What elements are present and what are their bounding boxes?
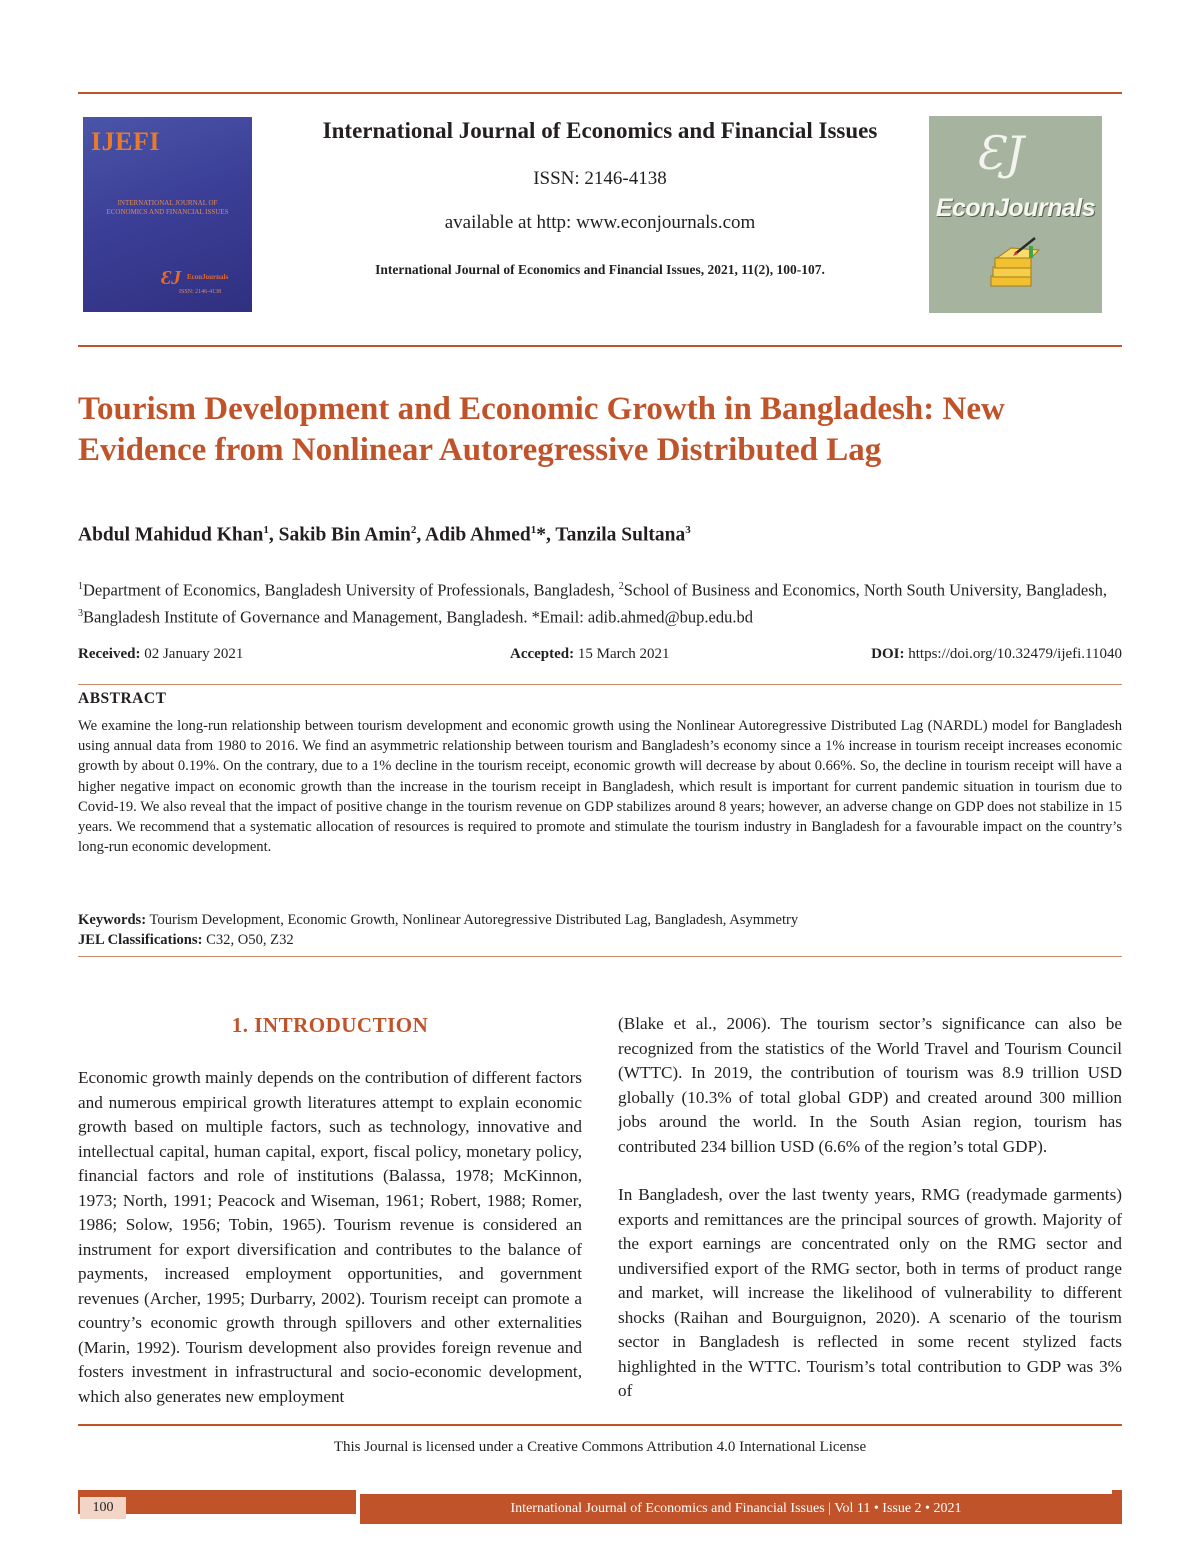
books-pen-icon: [985, 236, 1049, 300]
doi: [871, 646, 1122, 663]
doi-link[interactable]: https://doi.org/10.32479/ijefi.11040: [908, 646, 1122, 662]
cover-subtitle-line1: INTERNATIONAL JOURNAL OF: [117, 199, 218, 207]
journal-cover-image: [83, 117, 252, 312]
body-column-right: [618, 1012, 1122, 1404]
received-value: 02 January 2021: [144, 646, 244, 662]
cover-subtitle-line2: ECONOMICS AND FINANCIAL ISSUES: [106, 208, 229, 216]
author-name: Sakib Bin Amin: [278, 524, 411, 546]
cover-logo-mark: ƐJ: [161, 267, 182, 289]
affil-mark: 1: [78, 581, 83, 592]
journal-title: International Journal of Economics and Financial Issues: [322, 118, 878, 143]
body-column-left: [78, 1012, 582, 1409]
journal-issn: ISSN: 2146-4138: [533, 168, 667, 189]
ej-logo-mark: ƐJ: [975, 126, 1027, 180]
abstract-bottom-rule: [78, 956, 1122, 957]
jel-classifications: [78, 930, 1122, 950]
abstract-top-rule: [78, 684, 1122, 685]
author-affil-mark: 2: [410, 524, 417, 536]
author-name: Tanzila Sultana: [555, 524, 686, 546]
abstract-text: We examine the long-run relationship between tourism development and economic growth using the Nonlinear Autoregressive Distributed Lag (NARDL) model for Bangladesh using annual data from 1980 to 2016. We find an asymmetric relationship between tourism and Bangladesh’s economy since a 1% increase in tourism receipt increases economic growth by about 0.19%. On the contrary, due to a 1% decline in the tourism receipt, economic growth will decrease by about 0.66%. So, the decline in tourism receipt will have a higher negative impact on economic growth than the increase in the tourism receipt in Bangladesh, which result is important for current pandemic situation in tourism due to Covid-19. We also reveal that the impact of positive change in the tourism revenue on GDP stabilizes around 8 years; however, an adverse change on GDP does not stabilize in 15 years. We recommend that a systematic allocation of resources is required to promote and stimulate the tourism industry in Bangladesh for a favourable impact on the country’s long-run economic development.: [78, 718, 1122, 856]
corresponding-mark: *: [536, 524, 546, 546]
keywords-label: Keywords:: [78, 912, 147, 928]
keywords-value: Tourism Development, Economic Growth, Nonlinear Autoregressive Distributed Lag, Bangladesh, Asymmetry: [149, 912, 799, 928]
keywords-block: [78, 910, 1122, 950]
footer-top-rule: [78, 1424, 1122, 1426]
doi-label: DOI:: [871, 646, 905, 662]
author-list: [78, 524, 691, 547]
running-title: International Journal of Economics and Financial Issues | Vol 11 • Issue 2 • 2021: [510, 1501, 962, 1516]
author-affil-mark: 1: [263, 524, 269, 536]
author-affil-mark: 1: [530, 524, 537, 536]
ej-logo-word: EconJournals: [935, 194, 1096, 222]
accepted-label: Accepted:: [510, 646, 575, 662]
article-title: Tourism Development and Economic Growth in Bangladesh: New Evidence from Nonlinear Autoregressive Distributed Lag: [78, 391, 1005, 468]
header-top-rule: [78, 92, 1122, 94]
cover-subtitle: [91, 199, 244, 217]
affiliation: Department of Economics, Bangladesh University of Professionals, Bangladesh,: [83, 580, 619, 600]
accepted-date: [510, 646, 670, 663]
affiliation: Bangladesh Institute of Governance and Management, Bangladesh. *Email: adib.ahmed@bup.edu.bd: [83, 607, 753, 626]
author-affil-mark: 3: [685, 524, 691, 536]
keywords: [78, 910, 1122, 930]
jel-value: C32, O50, Z32: [206, 932, 294, 948]
header-bottom-rule: [78, 345, 1122, 347]
cover-issn: ISSN: 2146-4138: [179, 289, 222, 295]
body-paragraph: (Blake et al., 2006). The tourism sector’s significance can also be recognized from the statistics of the World Travel and Tourism Council (WTTC). In 2019, the contribution of tourism was 8.9 trillion USD globally (10.3% of total global GDP) and created around 300 million jobs around the world. In the South Asian region, tourism has contributed 234 billion USD (6.6% of the region’s total GDP).: [618, 1014, 1122, 1156]
author-separator: ,: [545, 524, 556, 546]
cover-logo-text: EconJournals: [187, 273, 229, 281]
econjournals-logo: [929, 116, 1102, 313]
author-name: Adib Ahmed: [425, 524, 531, 546]
license-notice: This Journal is licensed under a Creative Commons Attribution 4.0 International License: [333, 1439, 867, 1455]
received-date: [78, 646, 243, 663]
body-paragraph: In Bangladesh, over the last twenty years, RMG (readymade garments) exports and remittances are the principal sources of growth. Majority of the export earnings are concentrated only on the RMG sector and undiversified export of the RMG sector, both in terms of product range and market, will increase the likelihood of vulnerability to different shocks (Raihan and Bourguignon, 2020). A scenario of the tourism sector in Bangladesh is reflected in some recent stylized facts highlighted in the WTTC. Tourism’s total contribution to GDP was 3% of: [618, 1185, 1122, 1400]
journal-citation: International Journal of Economics and Financial Issues, 2021, 11(2), 100-107.: [375, 262, 825, 277]
cover-title: IJEFI: [91, 127, 160, 156]
article-dates: [78, 646, 1122, 668]
received-label: Received:: [78, 646, 141, 662]
author-separator: ,: [268, 524, 279, 546]
journal-website[interactable]: available at http: www.econjournals.com: [444, 212, 756, 233]
affil-mark: 3: [78, 607, 83, 619]
affiliation: School of Business and Economics, North South University, Bangladesh,: [623, 580, 1108, 600]
accepted-value: 15 March 2021: [577, 646, 670, 662]
footer-bar-tab: [1112, 1490, 1122, 1500]
affil-mark: 2: [618, 581, 624, 592]
author-separator: ,: [416, 524, 426, 546]
affiliations: [78, 575, 1122, 628]
page-number: 100: [80, 1497, 126, 1519]
abstract-heading: ABSTRACT: [78, 690, 167, 707]
footer-bar-right: [360, 1494, 1122, 1524]
author-name: Abdul Mahidud Khan: [78, 524, 264, 546]
journal-header: [280, 116, 920, 278]
jel-label: JEL Classifications:: [78, 932, 203, 948]
body-paragraph: Economic growth mainly depends on the contribution of different factors and numerous empirical growth literatures attempt to explain economic growth based on multiple factors, such as technology, innovative and intellectual capital, human capital, export, fiscal policy, monetary policy, financial factors and role of institutions (Balassa, 1978; McKinnon, 1973; North, 1991; Peacock and Wiseman, 1961; Robert, 1988; Romer, 1986; Solow, 1956; Tobin, 1965). Tourism revenue is considered an instrument for export diversification and contributes to the balance of payments, increased employment opportunities, and government revenues (Archer, 1995; Durbarry, 2002). Tourism receipt can promote a country’s economic growth through spillovers and other externalities (Marin, 1992). Tourism development also provides foreign revenue and fosters investment in infrastructural and socio-economic development, which also generates new employment: [78, 1068, 582, 1406]
section-heading: 1. INTRODUCTION: [231, 1013, 429, 1037]
